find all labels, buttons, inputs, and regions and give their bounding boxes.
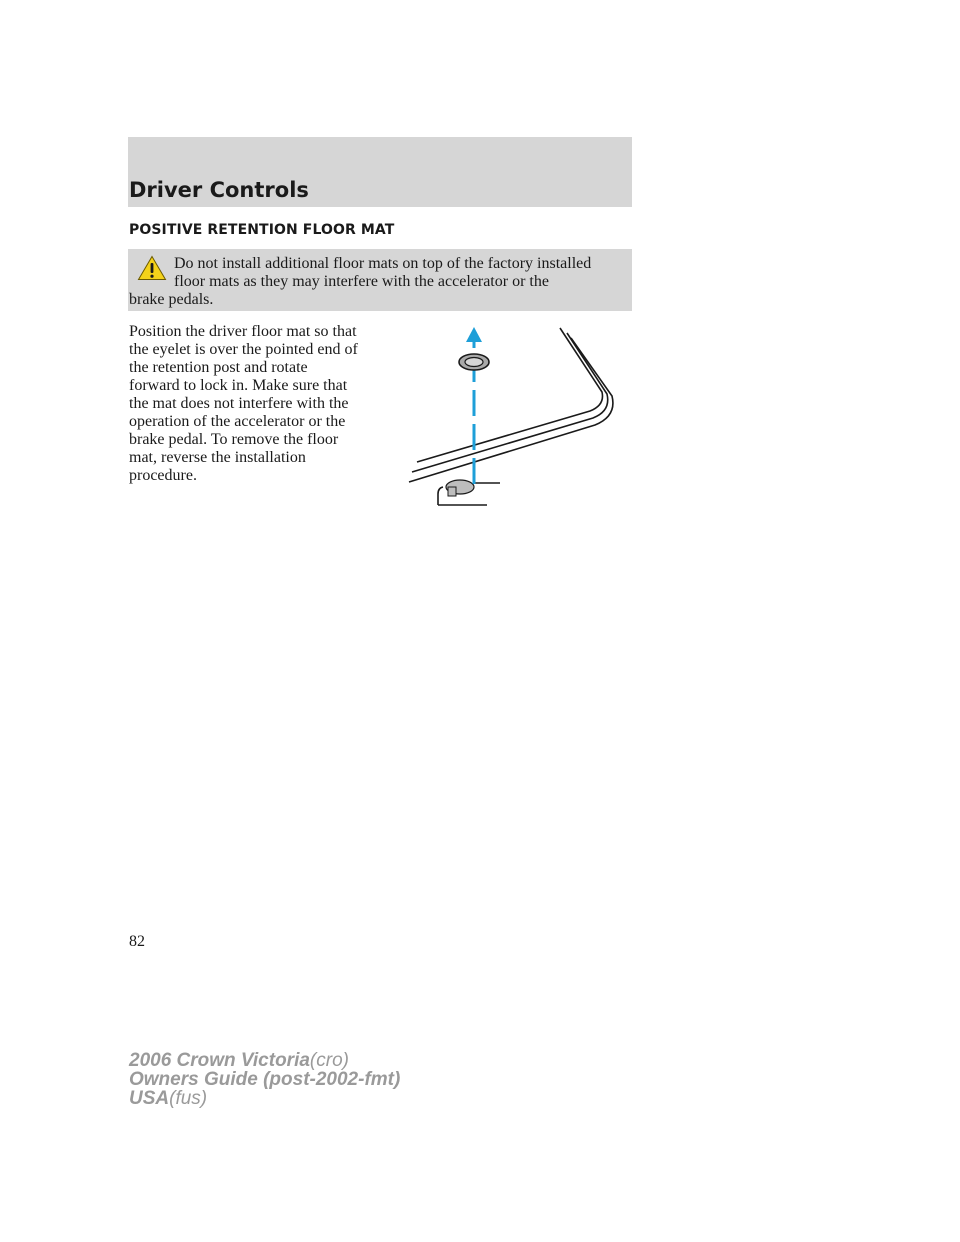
footer-line-1 xyxy=(129,1051,400,1070)
floor-mat-edge xyxy=(409,328,613,482)
document-footer xyxy=(129,1051,400,1108)
warning-triangle-icon xyxy=(137,255,167,281)
body-line-7: brake pedal. To remove the floor xyxy=(129,431,339,448)
retention-post xyxy=(438,480,500,505)
page-number: 82 xyxy=(129,933,145,950)
body-line-6: operation of the accelerator or the xyxy=(129,413,346,430)
body-line-4: forward to lock in. Make sure that xyxy=(129,377,348,394)
body-line-3: the retention post and rotate xyxy=(129,359,308,376)
footer-model: 2006 Crown Victoria xyxy=(129,1050,310,1071)
footer-line-2 xyxy=(129,1070,400,1089)
page-title: Driver Controls xyxy=(129,178,309,202)
footer-line-3 xyxy=(129,1089,400,1108)
body-line-9: procedure. xyxy=(129,467,197,484)
mat-eyelet xyxy=(459,354,489,370)
body-line-2: the eyelet is over the pointed end of xyxy=(129,341,358,358)
body-line-8: mat, reverse the installation xyxy=(129,449,306,466)
warning-line-3: brake pedals. xyxy=(129,291,214,308)
direction-arrow-head xyxy=(466,327,482,342)
floor-mat-illustration xyxy=(405,322,630,512)
section-heading: POSITIVE RETENTION FLOOR MAT xyxy=(129,222,395,238)
body-line-5: the mat does not interfere with the xyxy=(129,395,349,412)
warning-line-2: floor mats as they may interfere with the accelerator or the xyxy=(174,273,549,290)
footer-model-code: (cro) xyxy=(309,1050,349,1071)
warning-line-1: Do not install additional floor mats on top of the factory installed xyxy=(174,255,592,272)
footer-market-code: (fus) xyxy=(169,1088,208,1109)
footer-market: USA xyxy=(129,1088,170,1109)
body-line-1: Position the driver floor mat so that xyxy=(129,323,357,340)
footer-guide: Owners Guide (post-2002-fmt) xyxy=(129,1069,401,1090)
